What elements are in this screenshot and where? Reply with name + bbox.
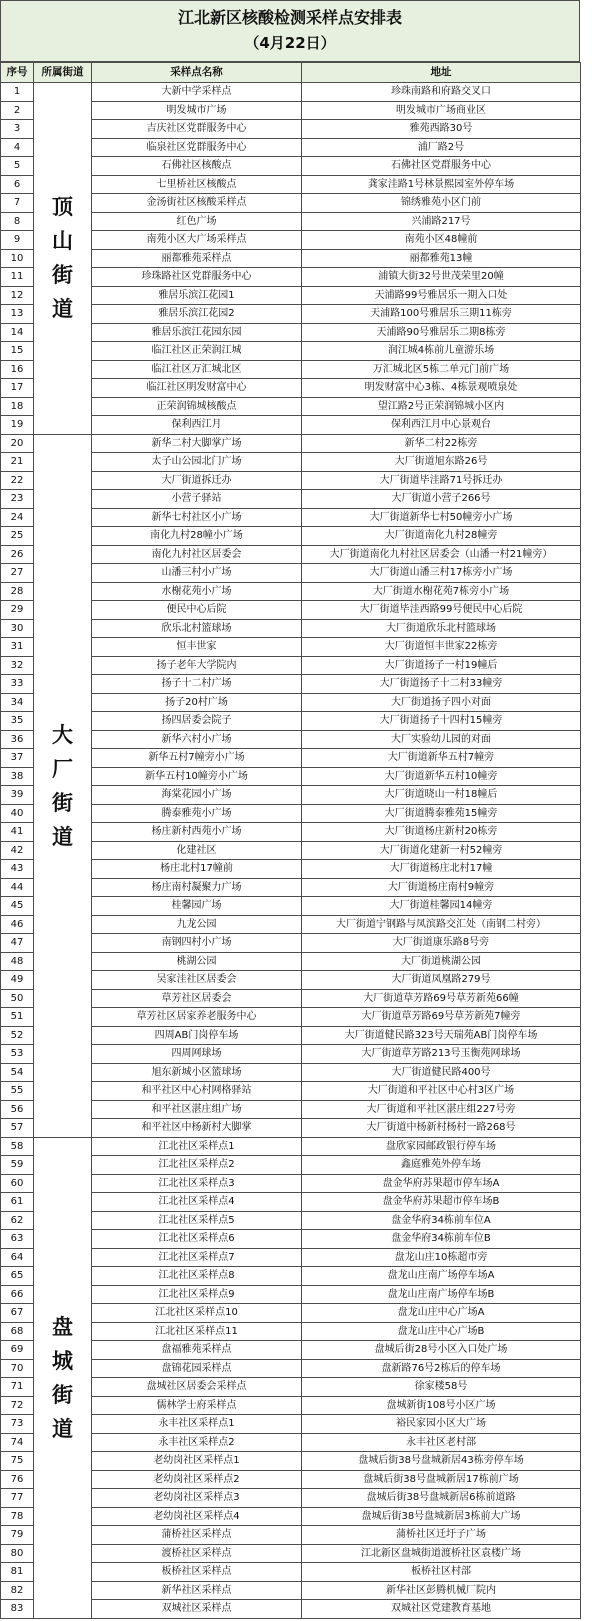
cell-site-name: 板桥社区采样点: [92, 1563, 302, 1582]
cell-index: 52: [1, 1026, 34, 1045]
cell-index: 28: [1, 582, 34, 601]
cell-index: 64: [1, 1248, 34, 1267]
cell-index: 10: [1, 249, 34, 268]
cell-site-name: 老幼岗社区采样点1: [92, 1452, 302, 1471]
cell-address: 大厂街道草芳路213号玉衡苑网球场: [302, 1045, 581, 1064]
cell-address: 盘金华府苏果超市停车场A: [302, 1174, 581, 1193]
cell-site-name: 江北社区采样点5: [92, 1211, 302, 1230]
cell-site-name: 旭东新城小区篮球场: [92, 1063, 302, 1082]
cell-address: 珍珠南路和府路交叉口: [302, 83, 581, 102]
cell-index: 22: [1, 471, 34, 490]
cell-site-name: 明发城市广场: [92, 101, 302, 120]
cell-address: 盘龙山庄中心广场A: [302, 1304, 581, 1323]
header-street: 所属街道: [34, 63, 92, 83]
cell-site-name: 临江社区万汇城北区: [92, 360, 302, 379]
page-subtitle: （4月22日）: [244, 34, 336, 52]
cell-site-name: 江北社区采样点1: [92, 1137, 302, 1156]
cell-address: 盘欣家园邮政银行停车场: [302, 1137, 581, 1156]
cell-site-name: 临江社区正荣润江城: [92, 342, 302, 361]
cell-index: 32: [1, 656, 34, 675]
cell-address: 大厂街道毕洼路71号拆迁办: [302, 471, 581, 490]
cell-site-name: 永丰社区采样点2: [92, 1433, 302, 1452]
cell-site-name: 石佛社区核酸点: [92, 157, 302, 176]
cell-index: 65: [1, 1267, 34, 1286]
cell-site-name: 南化九村社区居委会: [92, 545, 302, 564]
cell-index: 74: [1, 1433, 34, 1452]
cell-index: 47: [1, 934, 34, 953]
cell-site-name: 珍珠路社区党群服务中心: [92, 268, 302, 287]
cell-index: 69: [1, 1341, 34, 1360]
cell-index: 20: [1, 434, 34, 453]
cell-site-name: 大新中学采样点: [92, 83, 302, 102]
cell-index: 67: [1, 1304, 34, 1323]
cell-address: 盘龙山庄南广场停车场A: [302, 1267, 581, 1286]
street-char: 道: [52, 824, 73, 849]
cell-site-name: 江北社区采样点11: [92, 1322, 302, 1341]
cell-index: 29: [1, 601, 34, 620]
cell-address: 盘新路76号2栋后的停车场: [302, 1359, 581, 1378]
cell-address: 锦绣雅苑小区门前: [302, 194, 581, 213]
cell-site-name: 恒丰世家: [92, 638, 302, 657]
table-row: [1, 1137, 581, 1156]
cell-site-name: 双城社区采样点: [92, 1600, 302, 1619]
cell-site-name: 雅居乐滨江花园1: [92, 286, 302, 305]
cell-address: 大厂街道小营子266号: [302, 490, 581, 509]
cell-index: 72: [1, 1396, 34, 1415]
cell-index: 34: [1, 693, 34, 712]
table-row: [1, 434, 581, 453]
cell-index: 25: [1, 527, 34, 546]
cell-address: 大厂街道和平社区湛庄组227号旁: [302, 1100, 581, 1119]
cell-address: 南苑小区48幢前: [302, 231, 581, 250]
cell-address: 盘城新街108号小区广场: [302, 1396, 581, 1415]
street-char: 道: [52, 1416, 73, 1441]
cell-address: 大厂街道和平社区中心村3区广场: [302, 1082, 581, 1101]
cell-site-name: 草芳社区居委会: [92, 989, 302, 1008]
cell-address: 盘金华府34栋前车位B: [302, 1230, 581, 1249]
cell-site-name: 四周网球场: [92, 1045, 302, 1064]
cell-index: 11: [1, 268, 34, 287]
street-char: 街: [52, 1382, 73, 1407]
cell-index: 19: [1, 416, 34, 435]
cell-index: 6: [1, 175, 34, 194]
cell-index: 68: [1, 1322, 34, 1341]
cell-address: 天浦路90号雅居乐二期8栋旁: [302, 323, 581, 342]
cell-address: 盘城后街38号盘城新居43栋旁停车场: [302, 1452, 581, 1471]
cell-site-name: 扬子老年大学院内: [92, 656, 302, 675]
cell-site-name: 临江社区明发财富中心: [92, 379, 302, 398]
cell-address: 盘龙山庄中心广场B: [302, 1322, 581, 1341]
cell-address: 大厂街道新华七村50幢旁小广场: [302, 508, 581, 527]
cell-address: 大厂街道扬子十四村15幢旁: [302, 712, 581, 731]
cell-index: 35: [1, 712, 34, 731]
cell-address: 大厂实验幼儿园的对面: [302, 730, 581, 749]
cell-address: 万汇城北区5栋二单元门前广场: [302, 360, 581, 379]
cell-site-name: 便民中心后院: [92, 601, 302, 620]
cell-address: 盘城后街28号小区入口处广场: [302, 1341, 581, 1360]
cell-site-name: 丽都雅苑采样点: [92, 249, 302, 268]
cell-address: 雅苑西路30号: [302, 120, 581, 139]
cell-address: 浦镇大街32号世茂荣里20幢: [302, 268, 581, 287]
cell-address: 大厂街道水榭花苑7栋旁小广场: [302, 582, 581, 601]
cell-address: 天浦路99号雅居乐一期入口处: [302, 286, 581, 305]
table-header-row: [1, 63, 581, 83]
cell-index: 39: [1, 786, 34, 805]
cell-site-name: 九龙公园: [92, 915, 302, 934]
cell-address: 丽都雅苑13幢: [302, 249, 581, 268]
cell-site-name: 南钢四村小广场: [92, 934, 302, 953]
cell-index: 4: [1, 138, 34, 157]
cell-site-name: 桂馨园广场: [92, 897, 302, 916]
cell-address: 大厂街道扬子四小对面: [302, 693, 581, 712]
cell-index: 31: [1, 638, 34, 657]
cell-address: 大厂街道健民路323号天瑞苑AB门岗停车场: [302, 1026, 581, 1045]
cell-index: 56: [1, 1100, 34, 1119]
cell-address: 蒲桥社区迁圩子广场: [302, 1526, 581, 1545]
cell-site-name: 雅居乐滨江花园2: [92, 305, 302, 324]
cell-address: 盘城后街38号盘城新居3栋前大广场: [302, 1507, 581, 1526]
cell-address: 盘金华府苏果超市停车场B: [302, 1193, 581, 1212]
street-char: 城: [52, 1348, 73, 1373]
cell-site-name: 南苑小区大广场采样点: [92, 231, 302, 250]
cell-address: 江北新区盘城街道渡桥社区袁楼广场: [302, 1544, 581, 1563]
cell-index: 38: [1, 767, 34, 786]
cell-address: 大厂街道杨庄北村17幢: [302, 860, 581, 879]
cell-address: 大厂街道化建新一村52幢旁: [302, 841, 581, 860]
cell-address: 裕民家园小区大广场: [302, 1415, 581, 1434]
cell-site-name: 雅居乐滨江花园东园: [92, 323, 302, 342]
cell-index: 13: [1, 305, 34, 324]
cell-index: 54: [1, 1063, 34, 1082]
cell-index: 30: [1, 619, 34, 638]
street-char: 山: [52, 229, 73, 254]
cell-index: 9: [1, 231, 34, 250]
cell-site-name: 金汤街社区核酸采样点: [92, 194, 302, 213]
cell-site-name: 红色广场: [92, 212, 302, 231]
cell-site-name: 吉庆社区党群服务中心: [92, 120, 302, 139]
cell-address: 新华社区彭腾机械厂院内: [302, 1581, 581, 1600]
cell-site-name: 南化九村28幢小广场: [92, 527, 302, 546]
cell-site-name: 扬子十二村广场: [92, 675, 302, 694]
cell-index: 45: [1, 897, 34, 916]
cell-site-name: 山潘三村小广场: [92, 564, 302, 583]
street-char: 厂: [52, 756, 73, 781]
cell-index: 36: [1, 730, 34, 749]
cell-address: 大厂街道南化九村社区居委会（山潘一村21幢旁）: [302, 545, 581, 564]
cell-address: 大厂街道草芳路69号草芳新苑7幢旁: [302, 1008, 581, 1027]
cell-site-name: 新华五村10幢旁小广场: [92, 767, 302, 786]
cell-site-name: 水榭花苑小广场: [92, 582, 302, 601]
cell-site-name: 保利西江月: [92, 416, 302, 435]
cell-site-name: 新华社区采样点: [92, 1581, 302, 1600]
cell-index: 60: [1, 1174, 34, 1193]
cell-index: 82: [1, 1581, 34, 1600]
cell-index: 23: [1, 490, 34, 509]
table-body: [1, 83, 581, 1619]
cell-address: 龚家洼路1号林景熙园室外停车场: [302, 175, 581, 194]
cell-site-name: 江北社区采样点10: [92, 1304, 302, 1323]
cell-site-name: 和平社区中杨新村大脚掌: [92, 1119, 302, 1138]
cell-address: 大厂街道宁钢路与凤滨路交汇处（南钢二村旁）: [302, 915, 581, 934]
cell-index: 12: [1, 286, 34, 305]
cell-site-name: 蒲桥社区采样点: [92, 1526, 302, 1545]
cell-index: 58: [1, 1137, 34, 1156]
cell-index: 21: [1, 453, 34, 472]
cell-index: 75: [1, 1452, 34, 1471]
cell-index: 18: [1, 397, 34, 416]
cell-site-name: 大厂街道拆迁办: [92, 471, 302, 490]
header-site-name: 采样点名称: [92, 63, 302, 83]
cell-address: 大厂街道凤凰路279号: [302, 971, 581, 990]
cell-site-name: 太子山公园北门广场: [92, 453, 302, 472]
cell-address: 大厂街道杨庄新村20栋旁: [302, 823, 581, 842]
cell-index: 14: [1, 323, 34, 342]
cell-index: 27: [1, 564, 34, 583]
cell-site-name: 草芳社区居家养老服务中心: [92, 1008, 302, 1027]
street-char: 盘: [52, 1314, 73, 1339]
cell-index: 48: [1, 952, 34, 971]
cell-site-name: 化建社区: [92, 841, 302, 860]
cell-address: 大厂街道桃湖公园: [302, 952, 581, 971]
cell-site-name: 和平社区中心村网格驿站: [92, 1082, 302, 1101]
cell-site-name: 新华六村小广场: [92, 730, 302, 749]
cell-site-name: 老幼岗社区采样点4: [92, 1507, 302, 1526]
cell-index: 16: [1, 360, 34, 379]
cell-address: 大厂街道新华五村7幢旁: [302, 749, 581, 768]
cell-index: 66: [1, 1285, 34, 1304]
title-block: [0, 0, 580, 62]
cell-address: 浦厂路2号: [302, 138, 581, 157]
cell-index: 57: [1, 1119, 34, 1138]
cell-index: 62: [1, 1211, 34, 1230]
cell-address: 望江路2号正荣润锦城小区内: [302, 397, 581, 416]
street-char: 街: [52, 263, 73, 288]
street-char: 道: [52, 297, 73, 322]
cell-index: 40: [1, 804, 34, 823]
cell-address: 大厂街道晓山一村18幢后: [302, 786, 581, 805]
cell-site-name: 临泉社区党群服务中心: [92, 138, 302, 157]
cell-index: 77: [1, 1489, 34, 1508]
cell-index: 42: [1, 841, 34, 860]
cell-index: 17: [1, 379, 34, 398]
cell-address: 盘龙山庄南广场停车场B: [302, 1285, 581, 1304]
cell-address: 双城社区党建教育基地: [302, 1600, 581, 1619]
cell-address: 盘龙山庄10栋超市旁: [302, 1248, 581, 1267]
cell-site-name: 江北社区采样点3: [92, 1174, 302, 1193]
header-address: 地址: [302, 63, 581, 83]
cell-address: 润江城4栋前儿童游乐场: [302, 342, 581, 361]
cell-index: 55: [1, 1082, 34, 1101]
cell-site-name: 江北社区采样点9: [92, 1285, 302, 1304]
cell-address: 石佛社区党群服务中心: [302, 157, 581, 176]
cell-site-name: 腾泰雅苑小广场: [92, 804, 302, 823]
sampling-sites-table: [0, 62, 581, 1619]
cell-address: 鑫庭雅苑外停车场: [302, 1156, 581, 1175]
cell-site-name: 老幼岗社区采样点3: [92, 1489, 302, 1508]
cell-index: 83: [1, 1600, 34, 1619]
cell-index: 61: [1, 1193, 34, 1212]
cell-address: 明发城市广场商业区: [302, 101, 581, 120]
cell-index: 53: [1, 1045, 34, 1064]
cell-index: 43: [1, 860, 34, 879]
cell-site-name: 江北社区采样点6: [92, 1230, 302, 1249]
cell-address: 大厂街道毕洼西路99号便民中心后院: [302, 601, 581, 620]
cell-index: 59: [1, 1156, 34, 1175]
cell-site-name: 盘福雅苑采样点: [92, 1341, 302, 1360]
cell-index: 33: [1, 675, 34, 694]
cell-site-name: 扬四居委会院子: [92, 712, 302, 731]
cell-site-name: 盘城社区居委会采样点: [92, 1378, 302, 1397]
cell-site-name: 新华五村7幢旁小广场: [92, 749, 302, 768]
cell-address: 大厂街道扬子十二村33幢旁: [302, 675, 581, 694]
cell-address: 盘城后街38号盘城新居6栋前道路: [302, 1489, 581, 1508]
cell-index: 2: [1, 101, 34, 120]
cell-index: 78: [1, 1507, 34, 1526]
cell-site-name: 江北社区采样点7: [92, 1248, 302, 1267]
cell-index: 51: [1, 1008, 34, 1027]
cell-site-name: 小营子驿站: [92, 490, 302, 509]
cell-index: 46: [1, 915, 34, 934]
cell-site-name: 江北社区采样点2: [92, 1156, 302, 1175]
table-row: [1, 83, 581, 102]
cell-address: 明发财富中心3栋、4栋景观喷泉处: [302, 379, 581, 398]
cell-index: 80: [1, 1544, 34, 1563]
cell-street: [34, 434, 92, 1137]
cell-address: 盘金华府34栋前车位A: [302, 1211, 581, 1230]
cell-index: 3: [1, 120, 34, 139]
cell-address: 大厂街道桂馨园14幢旁: [302, 897, 581, 916]
cell-address: 大厂街道新华五村10幢旁: [302, 767, 581, 786]
cell-address: 板桥社区村部: [302, 1563, 581, 1582]
cell-index: 37: [1, 749, 34, 768]
cell-index: 26: [1, 545, 34, 564]
cell-index: 1: [1, 83, 34, 102]
cell-site-name: 杨庄南村凝聚力广场: [92, 878, 302, 897]
cell-index: 24: [1, 508, 34, 527]
cell-address: 大厂街道扬子一村19幢后: [302, 656, 581, 675]
cell-address: 保利西江月中心景观台: [302, 416, 581, 435]
cell-index: 71: [1, 1378, 34, 1397]
cell-site-name: 四周AB门岗停车场: [92, 1026, 302, 1045]
street-char: 街: [52, 790, 73, 815]
cell-site-name: 儒林学士府采样点: [92, 1396, 302, 1415]
cell-address: 大厂街道恒丰世家22栋旁: [302, 638, 581, 657]
cell-site-name: 桃湖公园: [92, 952, 302, 971]
cell-index: 41: [1, 823, 34, 842]
header-index: 序号: [1, 63, 34, 83]
cell-index: 81: [1, 1563, 34, 1582]
cell-site-name: 和平社区湛庄组广场: [92, 1100, 302, 1119]
cell-address: 新华二村22栋旁: [302, 434, 581, 453]
cell-site-name: 江北社区采样点4: [92, 1193, 302, 1212]
street-char: 大: [52, 722, 73, 747]
cell-site-name: 永丰社区采样点1: [92, 1415, 302, 1434]
cell-index: 50: [1, 989, 34, 1008]
page-title: 江北新区核酸检测采样点安排表: [177, 8, 402, 27]
cell-street: [34, 1137, 92, 1618]
cell-site-name: 欣乐北村篮球场: [92, 619, 302, 638]
cell-address: 大厂街道欣乐北村篮球场: [302, 619, 581, 638]
cell-site-name: 海棠花园小广场: [92, 786, 302, 805]
cell-index: 70: [1, 1359, 34, 1378]
cell-address: 永丰社区老村部: [302, 1433, 581, 1452]
cell-street: [34, 83, 92, 435]
cell-address: 大厂街道杨庄南村9幢旁: [302, 878, 581, 897]
cell-index: 8: [1, 212, 34, 231]
cell-address: 大厂街道旭东路26号: [302, 453, 581, 472]
cell-site-name: 新华七村社区小广场: [92, 508, 302, 527]
cell-address: 大厂街道中杨新村杨村一路268号: [302, 1119, 581, 1138]
cell-index: 49: [1, 971, 34, 990]
cell-site-name: 扬子20村广场: [92, 693, 302, 712]
cell-address: 天浦路100号雅居乐三期11栋旁: [302, 305, 581, 324]
cell-index: 73: [1, 1415, 34, 1434]
cell-index: 5: [1, 157, 34, 176]
cell-address: 兴浦路217号: [302, 212, 581, 231]
street-char: 顶: [52, 195, 73, 220]
cell-site-name: 杨庄北村17幢前: [92, 860, 302, 879]
cell-address: 大厂街道健民路400号: [302, 1063, 581, 1082]
cell-address: 盘城后街38号盘城新居17栋前广场: [302, 1470, 581, 1489]
cell-site-name: 盘锦花园采样点: [92, 1359, 302, 1378]
cell-site-name: 渡桥社区采样点: [92, 1544, 302, 1563]
cell-address: 大厂街道南化九村28幢旁: [302, 527, 581, 546]
cell-site-name: 吴家洼社区居委会: [92, 971, 302, 990]
cell-site-name: 七里桥社区核酸点: [92, 175, 302, 194]
cell-site-name: 正荣润锦城核酸点: [92, 397, 302, 416]
cell-site-name: 新华二村大脚掌广场: [92, 434, 302, 453]
cell-index: 63: [1, 1230, 34, 1249]
cell-site-name: 老幼岗社区采样点2: [92, 1470, 302, 1489]
cell-index: 7: [1, 194, 34, 213]
cell-address: 大厂街道腾泰雅苑15幢旁: [302, 804, 581, 823]
cell-index: 15: [1, 342, 34, 361]
cell-index: 44: [1, 878, 34, 897]
cell-site-name: 杨庄新村西苑小广场: [92, 823, 302, 842]
cell-address: 徐家楼58号: [302, 1378, 581, 1397]
cell-index: 79: [1, 1526, 34, 1545]
cell-index: 76: [1, 1470, 34, 1489]
cell-site-name: 江北社区采样点8: [92, 1267, 302, 1286]
cell-address: 大厂街道山潘三村17栋旁小广场: [302, 564, 581, 583]
cell-address: 大厂街道康乐路8号旁: [302, 934, 581, 953]
cell-address: 大厂街道草芳路69号草芳新苑66幢: [302, 989, 581, 1008]
